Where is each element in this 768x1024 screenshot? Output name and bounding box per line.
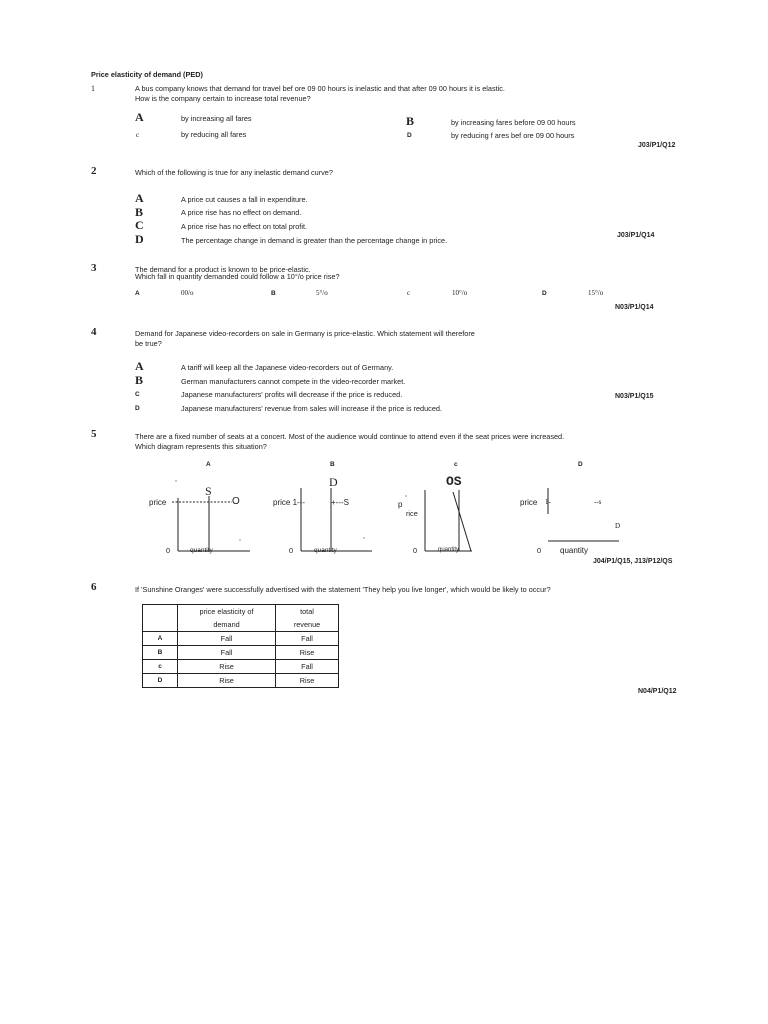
q1-option-a-letter[interactable]: A bbox=[135, 110, 144, 124]
q2-option-c-letter[interactable]: C bbox=[135, 218, 144, 232]
table-row-letter: D bbox=[143, 674, 178, 688]
diagram-a-quantity-label: quantity bbox=[190, 547, 213, 554]
diagram-a-top-label: S bbox=[205, 484, 212, 498]
q2-option-b-text: A price rise has no effect on demand. bbox=[181, 208, 302, 217]
q3-text-line2: Which fall in quantity demanded could follow a 10°/o price rise? bbox=[135, 272, 340, 281]
q5-number: 5 bbox=[91, 428, 97, 440]
table-header-row bbox=[143, 605, 339, 632]
q4-number: 4 bbox=[91, 326, 97, 338]
q2-option-a-letter[interactable]: A bbox=[135, 191, 144, 205]
q1-text-line1: A bus company knows that demand for travel bef ore 09 00 hours is inelastic and that after 09 00 hours it is elastic. bbox=[135, 84, 505, 93]
diagram-d-mid-label: 1- bbox=[545, 498, 551, 506]
table-row-revenue: Rise bbox=[276, 646, 339, 660]
q1-option-c-letter[interactable]: c bbox=[136, 131, 140, 139]
q1-text-line2: How is the company certain to increase total revenue? bbox=[135, 94, 311, 103]
q3-number: 3 bbox=[91, 262, 97, 274]
table-row-letter: B bbox=[143, 646, 178, 660]
table-row-revenue: Fall bbox=[276, 660, 339, 674]
diagram-d-price-label: price bbox=[520, 498, 538, 507]
table-row-ped: Rise bbox=[178, 674, 276, 688]
table-row[interactable] bbox=[143, 674, 339, 688]
table-row-ped: Rise bbox=[178, 660, 276, 674]
table-row[interactable] bbox=[143, 646, 339, 660]
table-header-revenue-line1: total bbox=[300, 607, 314, 616]
q6-answer-table bbox=[142, 604, 339, 688]
q1-option-a-text: by increasing all fares bbox=[181, 114, 252, 123]
q4-option-d-text: Japanese manufacturers' revenue from sales will increase if the price is reduced. bbox=[181, 404, 442, 413]
table-row-ped: Fall bbox=[178, 632, 276, 646]
q3-ref: N03/P1/Q14 bbox=[615, 304, 654, 311]
table-row[interactable] bbox=[143, 660, 339, 674]
q6-number: 6 bbox=[91, 581, 97, 593]
diagram-a-zero: 0 bbox=[166, 546, 171, 555]
table-row[interactable] bbox=[143, 632, 339, 646]
table-row-ped: Fall bbox=[178, 646, 276, 660]
q5-ref: J04/P1/Q15, J13/P12/QS bbox=[593, 558, 673, 565]
diagram-d-quantity-label: quantity bbox=[560, 546, 589, 555]
diagram-b-price-label: price 1--- bbox=[273, 498, 306, 507]
q5-text-line2: Which diagram represents this situation? bbox=[135, 442, 267, 451]
q3-text-line1: The demand for a product is known to be price-elastic. bbox=[135, 265, 311, 274]
q5-text-line1: There are a fixed number of seats at a concert. Most of the audience would continue to attend even if the seat prices were increased. bbox=[135, 432, 565, 441]
q5-diagram-d-letter[interactable]: D bbox=[578, 461, 583, 468]
q4-text-line2: be true? bbox=[135, 339, 162, 348]
q3-option-d-letter[interactable]: D bbox=[542, 290, 547, 297]
q4-option-a-letter[interactable]: A bbox=[135, 359, 144, 373]
q5-diagram-b-letter[interactable]: B bbox=[330, 461, 335, 468]
q1-option-b-letter[interactable]: B bbox=[406, 114, 415, 128]
diagram-c-zero: 0 bbox=[413, 546, 418, 555]
q3-option-c-text: 10°/o bbox=[452, 289, 468, 297]
q2-option-a-text: A price cut causes a fall in expenditure. bbox=[181, 195, 308, 204]
q2-ref: J03/P1/Q14 bbox=[617, 232, 655, 239]
q4-option-b-letter[interactable]: B bbox=[135, 373, 144, 387]
q4-option-a-text: A tariff will keep all the Japanese video-recorders out of Germany. bbox=[181, 363, 394, 372]
diagram-b-quantity-label: quantity bbox=[314, 547, 337, 554]
q5-diagram-c-letter[interactable]: c bbox=[454, 461, 458, 468]
table-header-ped bbox=[178, 605, 276, 632]
q4-option-b-text: German manufacturers cannot compete in the video-recorder market. bbox=[181, 377, 406, 386]
q1-number: 1 bbox=[91, 84, 95, 93]
table-row-letter: A bbox=[143, 632, 178, 646]
q6-text: If 'Sunshine Oranges' were successfully advertised with the statement 'They help you live longer', which would be likely to occur? bbox=[135, 585, 551, 594]
diagram-a-end-label: O bbox=[232, 496, 240, 507]
q1-option-d-letter[interactable]: D bbox=[407, 132, 412, 139]
diagram-d-zero: 0 bbox=[537, 546, 542, 555]
table-row-revenue: Rise bbox=[276, 674, 339, 688]
q5-diagram-a-letter[interactable]: A bbox=[206, 461, 211, 468]
q3-option-b-letter[interactable]: B bbox=[271, 290, 276, 297]
q4-option-c-text: Japanese manufacturers' profits will decrease if the price is reduced. bbox=[181, 390, 403, 399]
q1-option-c-text: by reducing all fares bbox=[181, 130, 247, 139]
q3-option-d-text: 15°/o bbox=[588, 289, 604, 297]
q4-text-line1: Demand for Japanese video-recorders on sale in Germany is price-elastic. Which statement will therefore bbox=[135, 329, 475, 338]
q4-option-c-letter[interactable]: C bbox=[135, 391, 140, 398]
q2-option-c-text: A price rise has no effect on total profit. bbox=[181, 222, 308, 231]
q4-ref: N03/P1/Q15 bbox=[615, 393, 654, 400]
diagram-d-curve-label: D bbox=[615, 522, 621, 530]
diagram-c-price-label-a: p bbox=[398, 500, 403, 509]
q2-option-b-letter[interactable]: B bbox=[135, 205, 144, 219]
q2-option-d-text: The percentage change in demand is greater than the percentage change in price. bbox=[181, 236, 448, 245]
diagram-a-price-label: price bbox=[149, 498, 167, 507]
q1-ref: J03/P1/Q12 bbox=[638, 142, 676, 149]
diagram-c-quantity-label: quantity bbox=[438, 547, 460, 553]
q2-option-d-letter[interactable]: D bbox=[135, 232, 144, 246]
q3-option-a-text: 00/o bbox=[181, 289, 194, 297]
table-header-revenue-line2: revenue bbox=[293, 620, 321, 629]
q6-ref: N04/P1/Q12 bbox=[638, 688, 677, 695]
diagram-b-end-label: +---S bbox=[331, 498, 349, 507]
q3-option-a-letter[interactable]: A bbox=[135, 290, 140, 297]
q1-option-d-text: by reducing f ares bef ore 09 00 hours bbox=[451, 131, 575, 140]
table-row-letter: c bbox=[143, 660, 178, 674]
table-header-empty bbox=[143, 605, 178, 632]
table-row-revenue: Fall bbox=[276, 632, 339, 646]
diagram-b-zero: 0 bbox=[289, 546, 294, 555]
diagram-c-price-label-b: rice bbox=[406, 509, 418, 518]
table-header-revenue bbox=[276, 605, 339, 632]
section-title: Price elasticity of demand (PED) bbox=[91, 70, 203, 79]
diagram-b-top-label: D bbox=[329, 475, 338, 489]
q3-option-b-text: 5°/o bbox=[316, 289, 328, 297]
q1-option-b-text: by increasing fares before 09 00 hours bbox=[451, 118, 576, 127]
q2-number: 2 bbox=[91, 165, 97, 177]
q4-option-d-letter[interactable]: D bbox=[135, 405, 140, 412]
diagram-c-demand-curve bbox=[453, 492, 471, 551]
q2-text: Which of the following is true for any inelastic demand curve? bbox=[135, 168, 333, 177]
q3-option-c-letter[interactable]: c bbox=[407, 289, 411, 297]
diagram-c-top-label: OS bbox=[446, 474, 462, 489]
table-header-ped-line1: price elasticity of bbox=[199, 607, 254, 616]
table-header-ped-line2: demand bbox=[213, 620, 240, 629]
diagram-d-end-label: --s bbox=[594, 498, 602, 506]
